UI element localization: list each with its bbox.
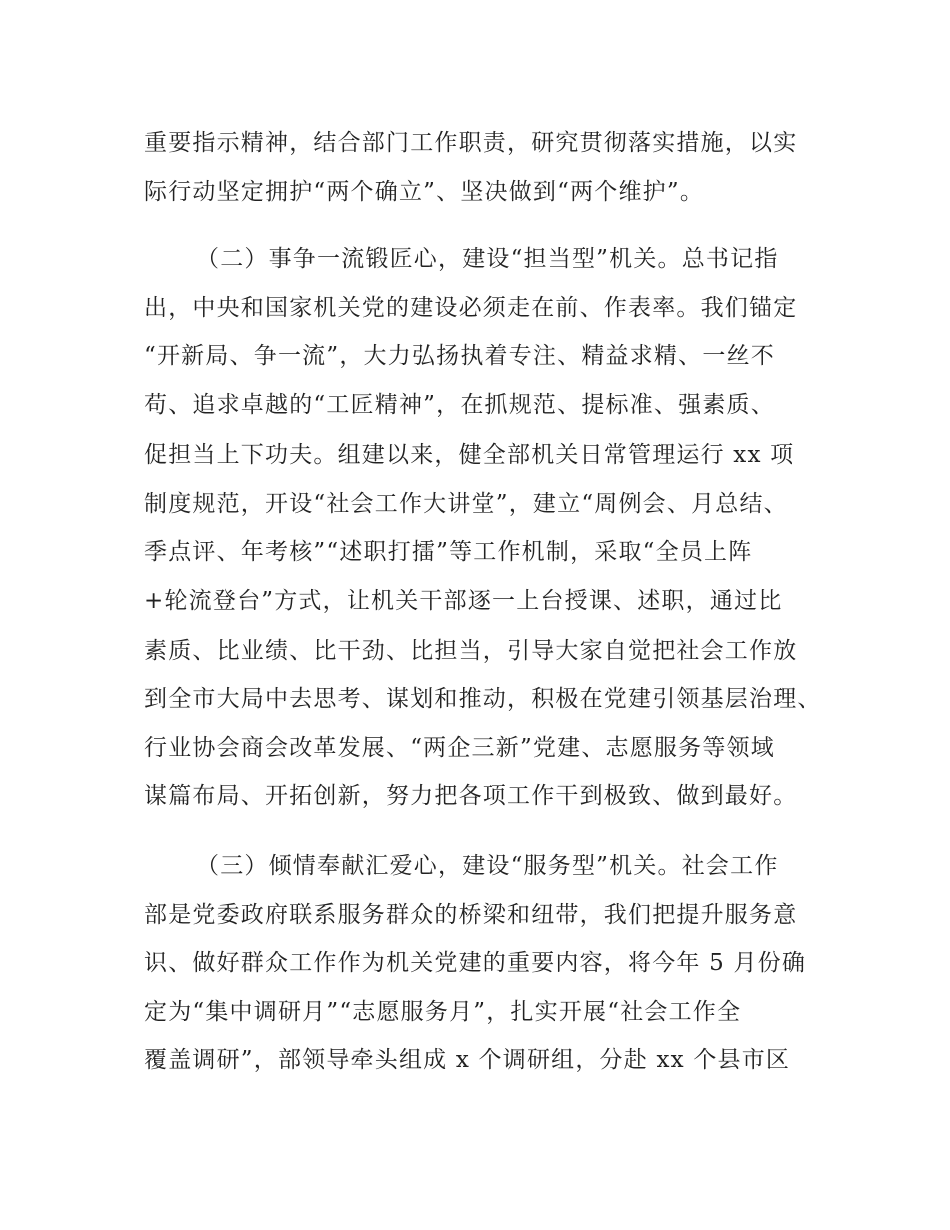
text-line: 定为“集中调研月”“志愿服务月”，扎实开展“社会工作全 bbox=[144, 999, 742, 1025]
text-line: 到全市大局中去思考、谋划和推动，积极在党建引领基层治理、 bbox=[144, 686, 822, 712]
text-line: 谋篇布局、开拓创新，努力把各项工作干到极致、做到最好。 bbox=[144, 783, 798, 809]
text-line: 制度规范，开设“社会工作大讲堂”，建立“周例会、月总结、 bbox=[144, 491, 788, 517]
text-line: 促担当上下功夫。组建以来，健全部机关日常管理运行 xx 项 bbox=[144, 442, 795, 468]
section-heading-line: （三）倾情奉献汇爱心，建设“服务型”机关。社会工作 bbox=[196, 853, 779, 879]
text-line: 素质、比业绩、比干劲、比担当，引导大家自觉把社会工作放 bbox=[144, 638, 798, 664]
text-line: 重要指示精神，结合部门工作职责，研究贯彻落实措施，以实 bbox=[144, 130, 798, 156]
text-line: 出，中央和国家机关党的建设必须走在前、作表率。我们锚定 bbox=[144, 295, 798, 321]
text-line: 覆盖调研”，部领导牵头组成 x 个调研组，分赴 xx 个县市区 bbox=[144, 1047, 791, 1073]
text-line: 际行动坚定拥护“两个确立”、坚决做到“两个维护”。 bbox=[144, 179, 705, 205]
text-line: “开新局、争一流”，大力弘扬执着专注、精益求精、一丝不 bbox=[144, 343, 775, 369]
text-line: 部是党委政府联系服务群众的桥梁和纽带，我们把提升服务意 bbox=[144, 902, 798, 928]
text-line: 苟、追求卓越的“工匠精神”，在抓规范、提标准、强素质、 bbox=[144, 392, 775, 418]
text-line: 识、做好群众工作作为机关党建的重要内容，将今年 5 月份确 bbox=[144, 950, 807, 976]
text-line: 行业协会商会改革发展、“两企三新”党建、志愿服务等领域 bbox=[144, 735, 775, 761]
text-line: 季点评、年考核”“述职打擂”等工作机制，采取“全员上阵 bbox=[144, 539, 753, 565]
text-line: +轮流登台”方式，让机关干部逐一上台授课、述职，通过比 bbox=[144, 588, 783, 614]
section-heading-line: （二）事争一流锻匠心，建设“担当型”机关。总书记指 bbox=[196, 246, 779, 272]
